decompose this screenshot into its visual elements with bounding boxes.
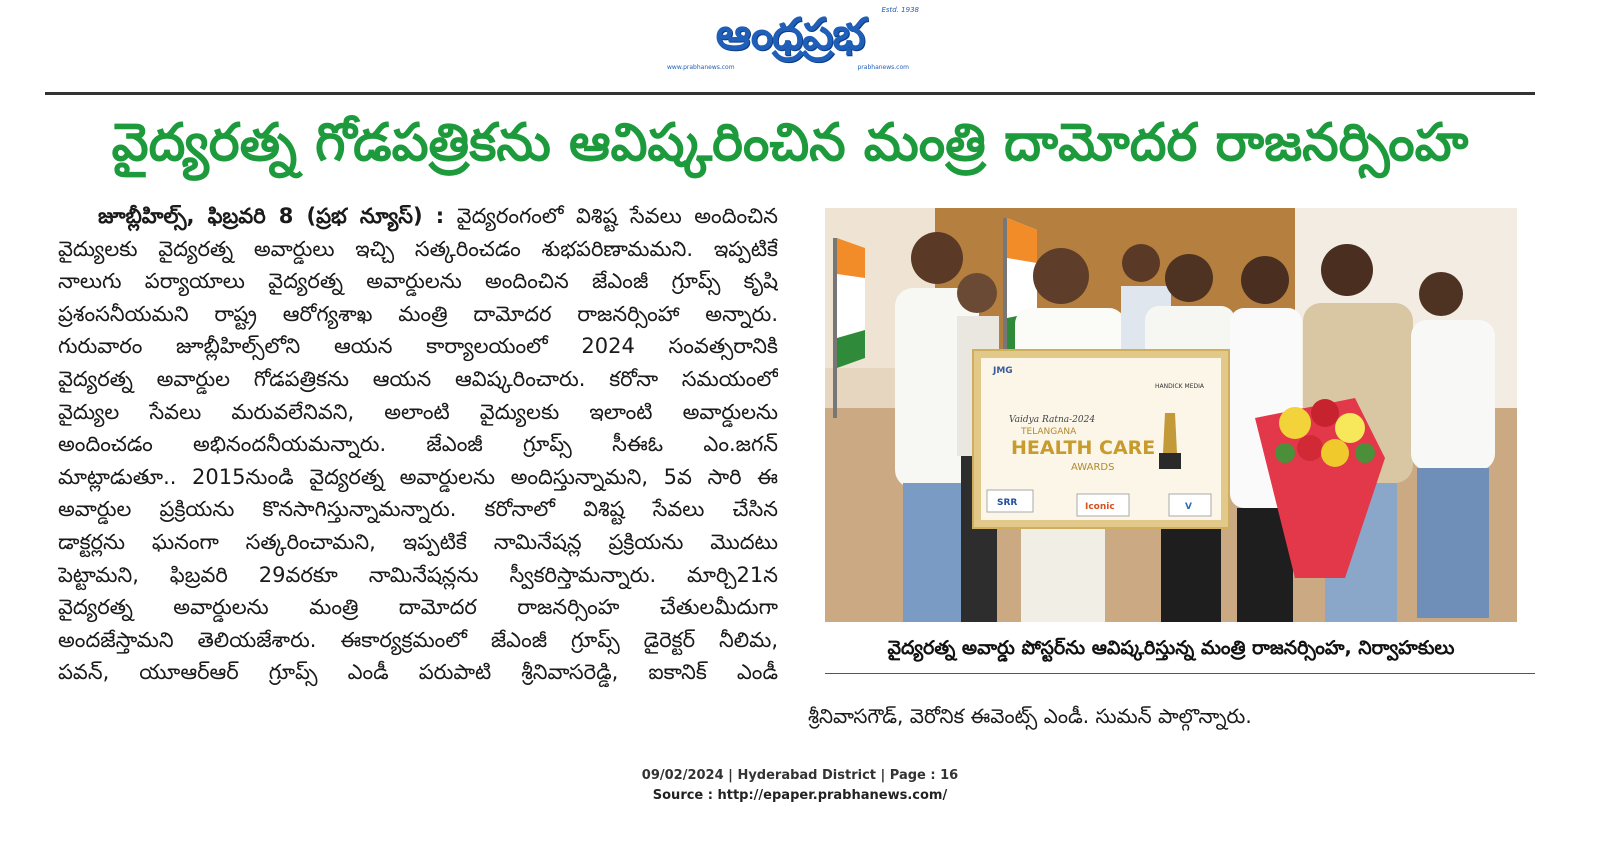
article-line: డాక్టర్లను ఘనంగా సత్కరించామని, ఇప్పటికే నామినేషన్ల ప్రక్రియను మొదటు [58,529,778,554]
caption-divider [825,673,1535,674]
headline: వైద్యరత్న గోడపత్రికను ఆవిష్కరించిన మంత్రి దామోదర రాజనర్సింహ [111,113,1469,173]
masthead-url-right: prabhanews.com [857,64,909,71]
footer [0,766,1600,806]
article-line: వైద్యులకు వైద్యరత్న అవార్డులు ఇచ్చి సత్కరించడం శుభపరిణామమని. ఇప్పటికే [58,236,778,261]
poster-sponsor1: SRR [997,498,1018,508]
poster-line3: AWARDS [1071,462,1115,473]
poster-subtitle: Vaidya Ratna-2024 [1009,415,1096,425]
top-divider [45,92,1535,95]
article-line: గురువారం జూబ్లీహిల్స్‌లోని ఆయన కార్యాలయంలో 2024 సంవత్సరానికి [58,334,778,359]
article-line [58,200,778,233]
article-line: పెట్టామని, ఫిబ్రవరి 29వరకూ నామినేషన్లను స్వీకరిస్తామన్నారు. మార్చి21న [58,562,778,587]
article-line: అందజేస్తామని తెలియజేశారు. ఈకార్యక్రమంలో జేఎంజీ గ్రూప్స్ డైరెక్టర్ నీలిమ, [58,627,778,652]
photo-illustration [825,208,1517,622]
masthead-url-left: www.prabhanews.com [667,64,735,71]
article-line: అందించడం అభినందనీయమన్నారు. జేఎంజీ గ్రూప్స్ సీఈఓ ఎం.జగన్ [58,432,778,457]
article-line: పవన్, యూఆర్ఆర్ గ్రూప్స్ ఎండీ పరుపాటి శ్రీనివాసరెడ్డి, ఐకానిక్ ఎండీ [58,660,778,685]
article-line: వైద్యరత్న అవార్డుల గోడపత్రికను ఆయన ఆవిష్కరించారు. కరోనా సమయంలో [58,366,778,391]
newspaper-logo: ఆంధ్రప్రభ [715,9,865,60]
poster-brand-right: HANDICK MEDIA [1155,383,1204,390]
established-label: Estd. 1938 [881,6,919,14]
article-line-text: వైద్యరంగంలో విశిష్ట సేవలు అందించిన [444,204,778,228]
award-poster [973,350,1229,528]
poster-line1: TELANGANA [1021,427,1077,437]
poster-sponsor2: Iconic [1085,502,1115,512]
poster-brand-left: JMG [993,366,1013,376]
dateline: జూబ్లీహిల్స్, ఫిబ్రవరి 8 (ప్రభ న్యూస్) : [98,204,445,228]
news-photo [825,208,1517,622]
masthead [665,6,919,72]
article-line: అవార్డుల ప్రక్రియను కొనసాగిస్తున్నామన్నారు. కరోనాలో విశిష్ట సేవలు చేసిన [58,497,778,522]
photo-caption: వైద్యరత్న అవార్డు పోస్టర్‌ను ఆవిష్కరిస్తున్న మంత్రి రాజనర్సింహ, నిర్వాహకులు [887,637,1455,659]
article-line: వైద్యుల సేవలు మరువలేనివని, అలాంటి వైద్యులకు ఇలాంటి అవార్డులను [58,399,778,424]
article-line: ప్రశంసనీయమని రాష్ట్ర ఆరోగ్యశాఖ మంత్రి దామోదర రాజనర్సింహా అన్నారు. [58,301,778,326]
article-line: మాట్లాడుతూ.. 2015నుండి వైద్యరత్న అవార్డులను అందిస్తున్నామని, 5వ సారి ఈ [58,464,778,489]
article-tail-line: శ్రీనివాసగౌడ్, వెరోనిక ఈవెంట్స్ ఎండీ. సుమన్ పాల్గొన్నారు. [808,704,1252,728]
poster-sponsor3: V [1185,502,1192,512]
article-line: వైద్యరత్న అవార్డులను మంత్రి దామోదర రాజనర్సింహ చేతులమీదుగా [58,595,778,620]
footer-source-link[interactable]: Source : http://epaper.prabhanews.com/ [652,788,948,803]
footer-edition-info: 09/02/2024 | Hyderabad District | Page : 16 [641,768,959,783]
article-line: నాలుగు పర్యాయాలు వైద్యరత్న అవార్డులను అందించిన జేఎంజీ గ్రూప్స్ కృషి [58,269,778,294]
poster-line2: HEALTH CARE [1011,437,1156,459]
article-body [58,200,778,689]
